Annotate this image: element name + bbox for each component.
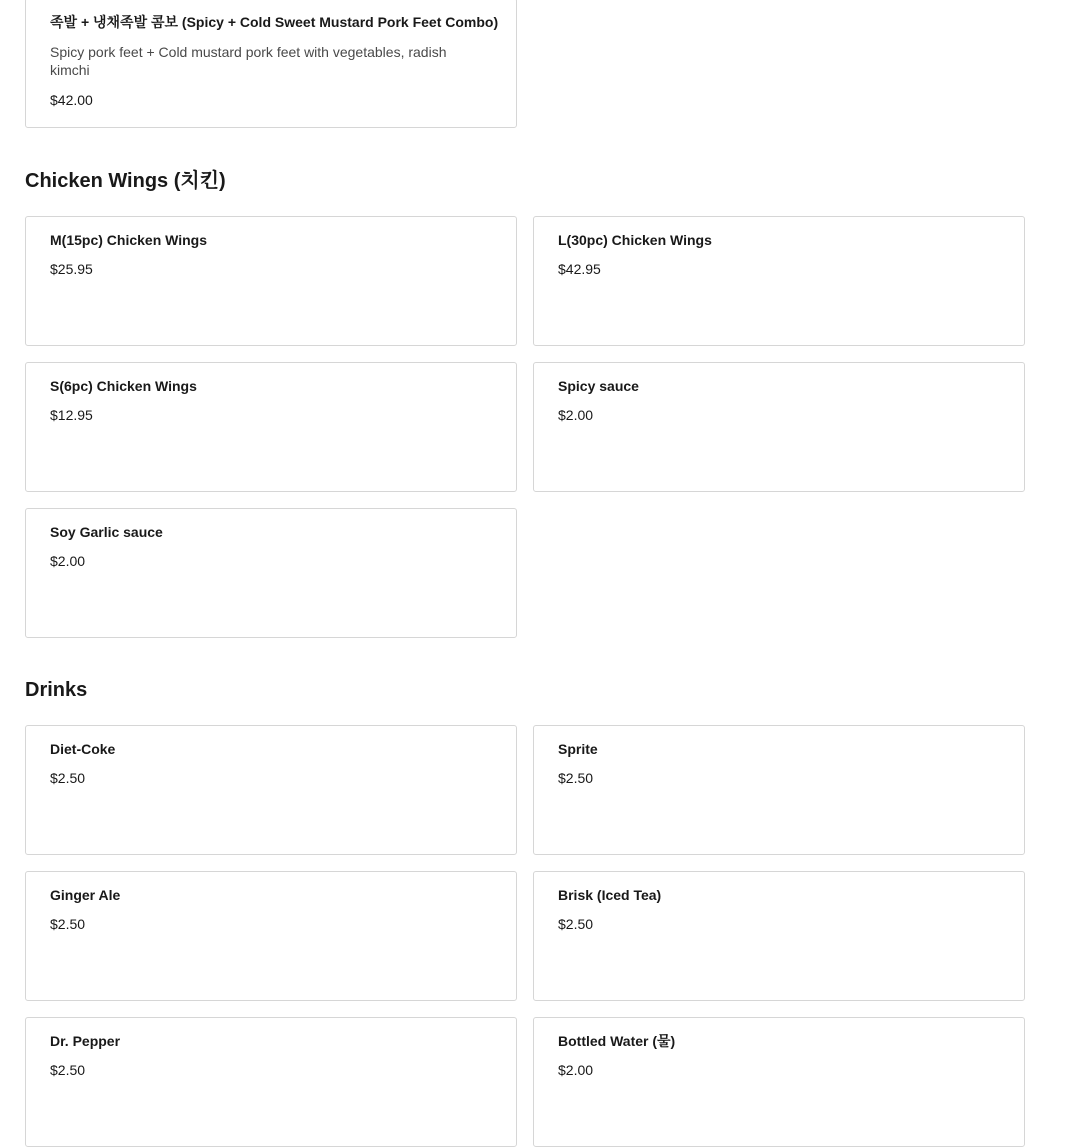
menu-item-name: S(6pc) Chicken Wings: [50, 378, 197, 394]
menu-item-name: L(30pc) Chicken Wings: [558, 232, 712, 248]
menu-item-name: Dr. Pepper: [50, 1033, 121, 1049]
menu-item-name: Sprite: [558, 741, 598, 757]
menu-item-card[interactable]: [533, 725, 1025, 855]
menu-item-card[interactable]: [25, 508, 517, 638]
section-title-chicken-wings: Chicken Wings (치킨): [25, 170, 226, 192]
menu-item-price: $2.00: [558, 1062, 594, 1078]
menu-item-name: Brisk (Iced Tea): [558, 887, 662, 903]
menu-item-price: $2.50: [558, 916, 594, 932]
menu-item-price: $2.00: [558, 407, 594, 423]
menu-item-price: $25.95: [50, 261, 93, 277]
menu-item-card[interactable]: [533, 871, 1025, 1001]
menu-item-name: Spicy sauce: [558, 378, 639, 394]
menu-item-price: $2.50: [558, 770, 594, 786]
menu-item-card[interactable]: [25, 362, 517, 492]
menu-item-card[interactable]: [25, 0, 517, 128]
menu-item-price: $2.50: [50, 1062, 86, 1078]
menu-item-name: 족발 + 냉채족발 콤보 (Spicy + Cold Sweet Mustard Pork Feet Combo): [50, 14, 499, 30]
menu-item-price: $2.00: [50, 553, 86, 569]
menu-item-price: $42.95: [558, 261, 601, 277]
menu-item-card[interactable]: [25, 1017, 517, 1147]
menu-item-name: M(15pc) Chicken Wings: [50, 232, 208, 248]
menu-item-price: $2.50: [50, 770, 86, 786]
menu-item-card[interactable]: [25, 216, 517, 346]
menu-item-card[interactable]: [25, 725, 517, 855]
menu-item-price: $12.95: [50, 407, 93, 423]
menu-item-name: Soy Garlic sauce: [50, 524, 163, 540]
menu-item-name: Bottled Water (물): [558, 1033, 676, 1049]
menu-item-price: $2.50: [50, 916, 86, 932]
menu-item-name: Ginger Ale: [50, 887, 121, 903]
section-title-drinks: Drinks: [25, 679, 88, 701]
menu-item-name: Diet-Coke: [50, 741, 116, 757]
menu-item-description: Spicy pork feet + Cold mustard pork feet with vegetables, radish kimchi: [50, 44, 447, 78]
menu-item-price: $42.00: [50, 92, 93, 108]
menu-item-card[interactable]: [25, 871, 517, 1001]
menu-item-card[interactable]: [533, 216, 1025, 346]
menu-item-card[interactable]: [533, 362, 1025, 492]
menu-item-card[interactable]: [533, 1017, 1025, 1147]
